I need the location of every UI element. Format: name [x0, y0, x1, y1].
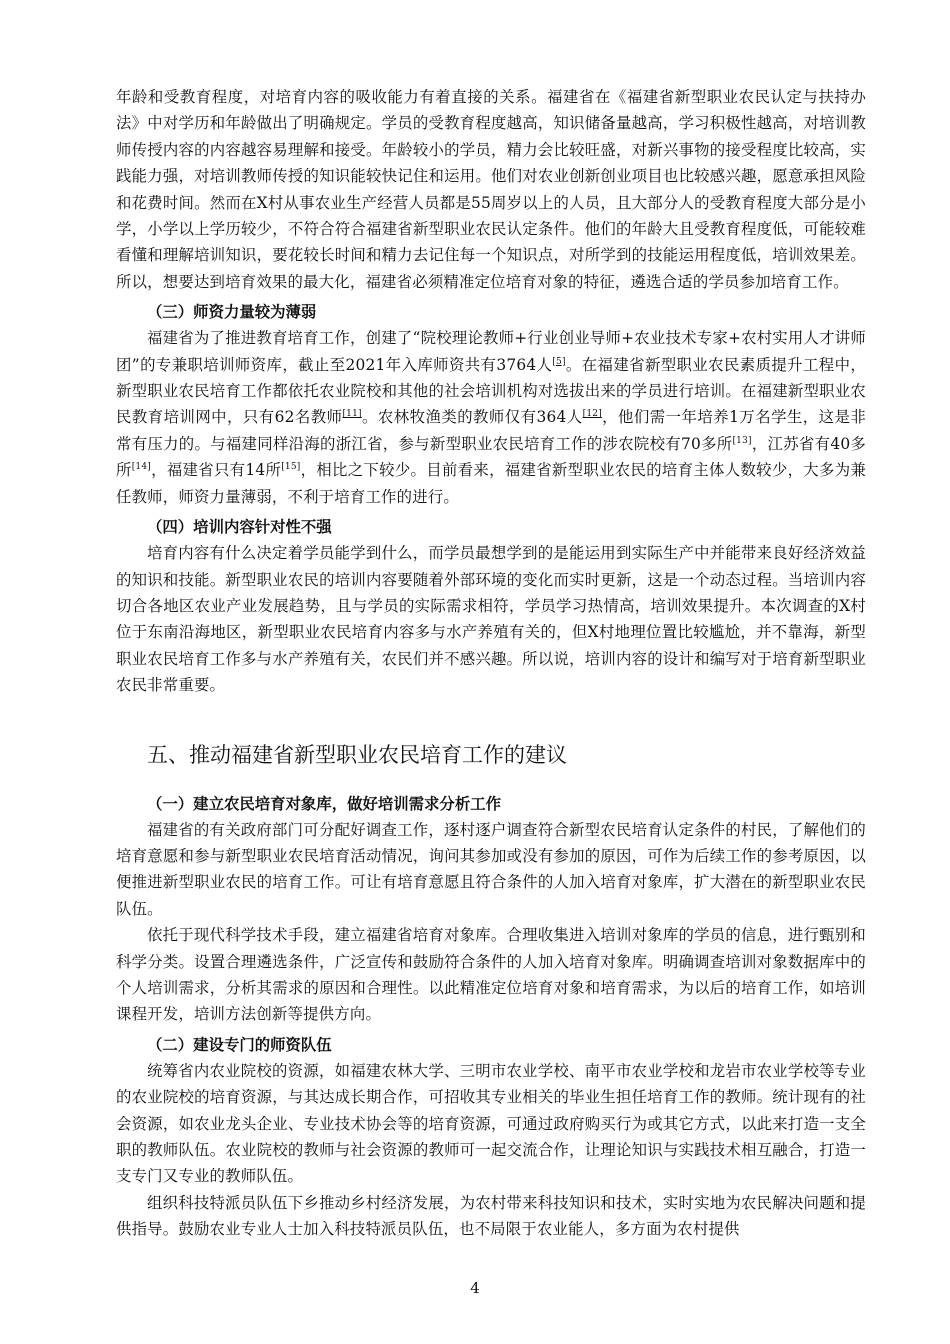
- paragraph-teachers-2: 组织科技特派员队伍下乡推动乡村经济发展，为农村带来科技知识和技术，实时实地为农民解决问题和提供指导。鼓励农业专业人士加入科技特派员队伍，也不局限于农业能人，多方面为农村提供: [116, 1193, 866, 1239]
- section-heading-3: （三）师资力量较为薄弱: [147, 303, 317, 322]
- paragraph-continued: 年龄和受教育程度，对培育内容的吸收能力有着直接的关系。福建省在《福建省新型职业农民认定与扶持办法》中对学历和年龄做出了明确规定。学员的受教育程度越高，知识储备量越高，学习积极性越高，对培训教师传授内容的内容越容易理解和接受。年龄较小的学员，精力会比较旺盛，对新兴事物的接受程度比较高，实践能力强，对培训教师传授的知识能较快记住和运用。他们对农业创新创业项目也比较感兴趣，愿意承担风险和花费时间。然而在X村从事农业生产经营人员都是55周岁以上的人员，且大部分人的受教育程度大部分是小学，小学以上学历较少，不符合符合福建省新型职业农民认定条件。他们的年龄大且受教育程度低，可能较难看懂和理解培训知识，要花较长时间和精力去记住每一个知识点，对所学到的技能运用程度低，培训效果差。所以，想要达到培育效果的最大化，福建省必须精准定位培育对象的特征，遴选合适的学员参加培育工作。: [116, 88, 866, 291]
- section-heading-4: （四）培训内容针对性不强: [147, 518, 332, 537]
- paragraph-faculty: [116, 325, 866, 510]
- text-run: 福建省为了推进教育培育工作，创建了“院校理论教师+行业创业导师+农业技术专家+农村实用人才讲师团”的专兼职培训师资库，截止至2021年入库师资共有3764人: [116, 329, 866, 374]
- chapter-heading-5: 五、推动福建省新型职业农民培育工作的建议: [147, 742, 567, 767]
- paragraph-content: 培育内容有什么决定着学员能学到什么，而学员最想学到的是能运用到实际生产中并能带来良好经济效益的知识和技能。新型职业农民的培训内容要随着外部环境的变化而实时更新，这是一个动态过程。当培训内容切合各地区农业产业发展趋势，且与学员的实际需求相符，学员学习热情高，培训效果提升。本次调查的X村位于东南沿海地区，新型职业农民培育内容多与水产养殖有关的，但X村地理位置比较尴尬，并不靠海，新型职业农民培育工作多与水产养殖有关，农民们并不感兴趣。所以说，培训内容的设计和编写对于培育新型职业农民非常重要。: [116, 544, 866, 695]
- text-run: ，江苏省有40多所: [116, 434, 867, 480]
- paragraph-database-2: 依托于现代科学技术手段，建立福建省培育对象库。合理收集进入培训对象库的学员的信息，进行甄别和科学分类。设置合理遴选条件，广泛宣传和鼓励符合条件的人加入培育对象库。明确调查培训对象数据库中的个人培训需求，分析其需求的原因和合理性。以此精准定位培育对象和培育需求，为以后的培育工作，如培训课程开发，培训方法创新等提供方向。: [116, 926, 866, 1024]
- page-number: 4: [470, 1279, 480, 1297]
- citation-ref: [13]: [732, 435, 752, 446]
- citation-ref[interactable]: [5]: [552, 356, 566, 367]
- text-run: 。农林牧渔类的教师仅有364人: [361, 408, 583, 427]
- text-run: ，他们需一年培养1万名学生，这是非常有压力的。与福建同样沿海的浙江省，参与新型职业农民培育工作的涉农院校有70多所: [116, 408, 866, 453]
- paragraph-database-1: 福建省的有关政府部门可分配好调查工作，逐村逐户调查符合新型农民培育认定条件的村民，了解他们的培育意愿和参与新型职业农民培育活动情况，询问其参加或没有参加的原因，可作为后续工作的参考原因，以便推进新型职业农民的培育工作。可让有培育意愿且符合条件的人加入培育对象库，扩大潜在的新型职业农民队伍。: [116, 820, 866, 918]
- subsection-heading-1: （一）建立农民培育对象库，做好培训需求分析工作: [147, 794, 501, 813]
- text-run: ，福建省只有14所: [151, 461, 282, 480]
- page-body: [116, 84, 866, 1243]
- paragraph-teachers-1: 统筹省内农业院校的资源，如福建农林大学、三明市农业学校、南平市农业学校和龙岩市农业学校等专业的农业院校的培育资源，与其达成长期合作，可招收其专业相关的毕业生担任培育工作的教师。统计现有的社会资源，如农业龙头企业、专业技术协会等的培育资源，可通过政府购买行为或其它方式，以此来打造一支全职的教师队伍。农业院校的教师与社会资源的教师可一起交流合作，让理论知识与实践技术相互融合，打造一支专门又专业的教师队伍。: [116, 1061, 866, 1186]
- text-run: ，相比之下较少。目前看来，福建省新型职业农民的培育主体人数较少，大多为兼任教师，师资力量薄弱，不利于培育工作的进行。: [116, 461, 866, 506]
- citation-ref[interactable]: [12]: [582, 409, 602, 420]
- text-run: 。在福建省新型职业农民素质提升工程中，新型职业农民培育工作都依托农业院校和其他的社会培训机构对选拔出来的学员进行培训。在福建新型职业农民教育培训网中，只有62名教师: [116, 355, 866, 427]
- citation-ref[interactable]: [11]: [342, 409, 362, 420]
- citation-ref: [15]: [281, 462, 301, 473]
- citation-ref: [14]: [131, 462, 151, 473]
- subsection-heading-2: （二）建设专门的师资队伍: [147, 1035, 332, 1054]
